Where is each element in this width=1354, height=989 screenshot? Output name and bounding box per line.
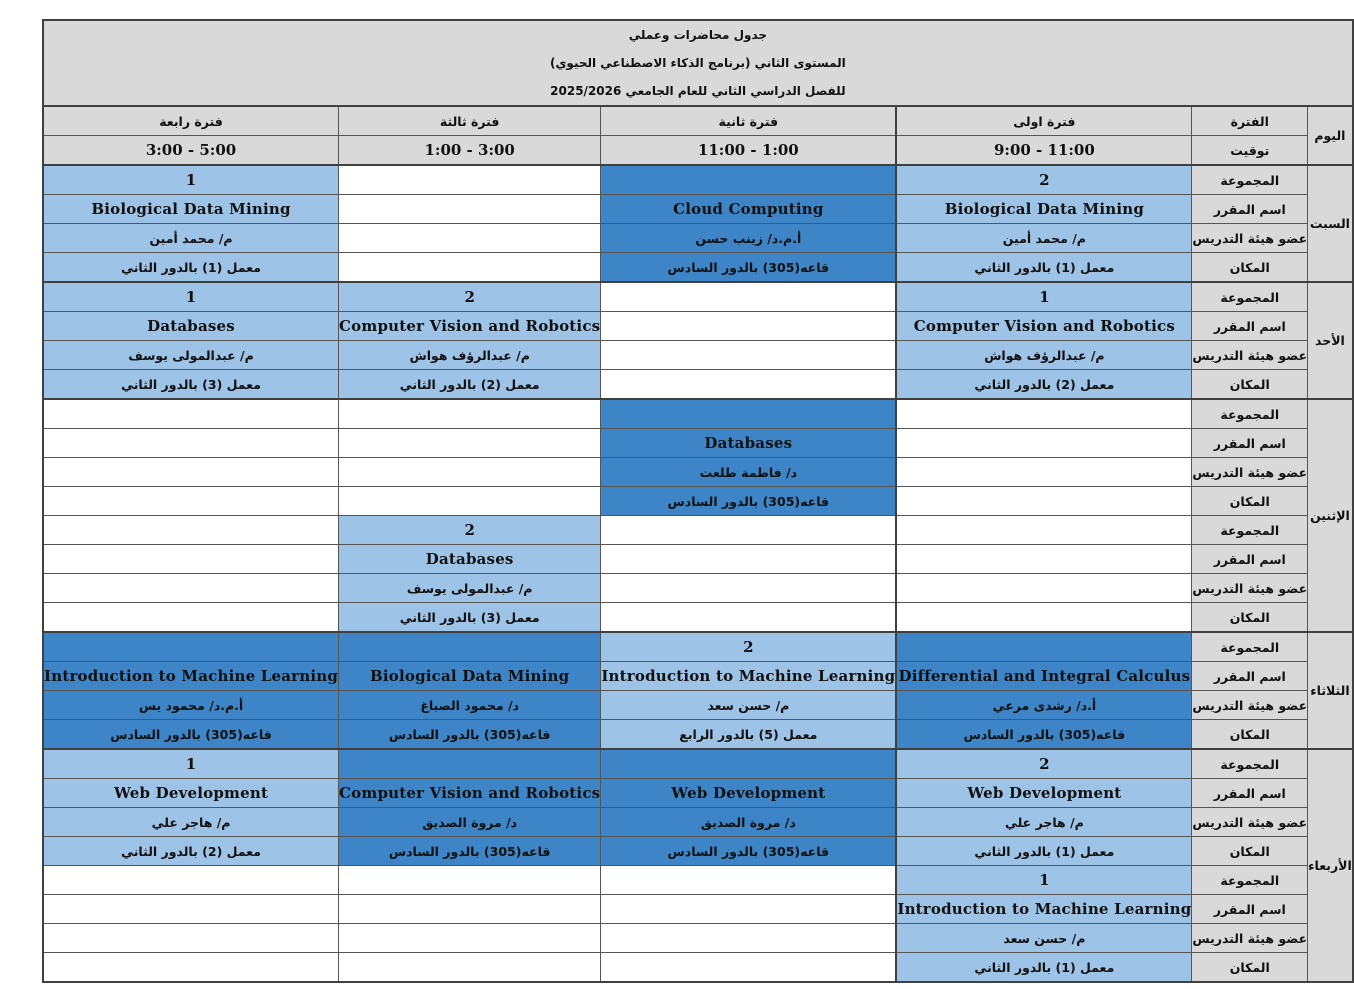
course-cell: Databases [601, 429, 897, 458]
location-cell: قاعه(305) بالدور السادس [601, 487, 897, 516]
title-line: جدول محاضرات وعملي [43, 20, 1353, 49]
schedule-row [43, 370, 1353, 400]
row-label: اسم المقرر [1192, 195, 1308, 224]
group-cell [339, 749, 601, 779]
course-cell [43, 545, 339, 574]
instructor-cell [896, 574, 1192, 603]
group-cell: 2 [339, 516, 601, 545]
schedule-row [43, 953, 1353, 983]
instructor-cell [339, 924, 601, 953]
title-line: للفصل الدراسي الثاني للعام الجامعي 2025/2026 [43, 77, 1353, 106]
schedule-row [43, 691, 1353, 720]
course-cell [601, 545, 897, 574]
row-label: اسم المقرر [1192, 312, 1308, 341]
instructor-cell: م/ عبدالمولى يوسف [43, 341, 339, 370]
instructor-cell [896, 458, 1192, 487]
schedule-row [43, 749, 1353, 779]
row-label: عضو هيئة التدريس [1192, 808, 1308, 837]
instructor-cell: م/ حسن سعد [896, 924, 1192, 953]
period-header: فترة ثانية [601, 106, 897, 136]
instructor-cell: د/ فاطمة طلعت [601, 458, 897, 487]
group-cell [339, 399, 601, 429]
schedule-row [43, 574, 1353, 603]
period-header: فترة رابعة [43, 106, 339, 136]
schedule-row [43, 662, 1353, 691]
schedule-row [43, 924, 1353, 953]
group-cell [601, 282, 897, 312]
instructor-cell: م/ محمد أمين [43, 224, 339, 253]
day-name: الأربعاء [1308, 749, 1353, 982]
location-cell: معمل (1) بالدور الثاني [896, 837, 1192, 866]
row-label: المجموعة [1192, 165, 1308, 195]
course-cell: Databases [43, 312, 339, 341]
instructor-cell: م/ عبدالمولى يوسف [339, 574, 601, 603]
group-cell [43, 632, 339, 662]
row-label: عضو هيئة التدريس [1192, 341, 1308, 370]
time-header: 11:00 - 1:00 [601, 136, 897, 166]
course-cell: Web Development [601, 779, 897, 808]
row-label: عضو هيئة التدريس [1192, 691, 1308, 720]
schedule-row [43, 195, 1353, 224]
location-cell [896, 487, 1192, 516]
title-row [43, 77, 1353, 106]
location-cell: معمل (1) بالدور الثاني [896, 253, 1192, 283]
group-cell [896, 516, 1192, 545]
group-cell [896, 632, 1192, 662]
day-name: الأحد [1308, 282, 1353, 399]
row-label: المجموعة [1192, 282, 1308, 312]
location-cell: معمل (2) بالدور الثاني [43, 837, 339, 866]
instructor-cell: د/ محمود الصباغ [339, 691, 601, 720]
schedule-row [43, 487, 1353, 516]
time-header: 1:00 - 3:00 [339, 136, 601, 166]
instructor-cell: م/ عبدالرؤف هواش [896, 341, 1192, 370]
group-cell: 1 [43, 749, 339, 779]
location-cell [339, 953, 601, 983]
row-label: المجموعة [1192, 866, 1308, 895]
time-header-row [43, 136, 1353, 166]
group-cell [601, 516, 897, 545]
course-cell: Computer Vision and Robotics [339, 779, 601, 808]
course-cell: Biological Data Mining [339, 662, 601, 691]
day-name: الثلاثاء [1308, 632, 1353, 749]
row-label: المجموعة [1192, 749, 1308, 779]
group-cell: 2 [601, 632, 897, 662]
row-label: عضو هيئة التدريس [1192, 224, 1308, 253]
course-cell: Cloud Computing [601, 195, 897, 224]
location-cell [601, 603, 897, 633]
title-row [43, 49, 1353, 77]
instructor-cell [601, 574, 897, 603]
row-label: اسم المقرر [1192, 779, 1308, 808]
course-cell: Introduction to Machine Learning [601, 662, 897, 691]
location-cell: قاعه(305) بالدور السادس [43, 720, 339, 750]
group-cell: 1 [43, 165, 339, 195]
schedule-row [43, 895, 1353, 924]
group-cell [601, 165, 897, 195]
schedule-row [43, 224, 1353, 253]
schedule-row [43, 516, 1353, 545]
course-cell [896, 545, 1192, 574]
row-label: المجموعة [1192, 399, 1308, 429]
course-cell [601, 895, 897, 924]
schedule-row [43, 341, 1353, 370]
group-cell [43, 399, 339, 429]
location-cell [43, 953, 339, 983]
schedule-row [43, 282, 1353, 312]
group-cell [339, 632, 601, 662]
course-cell [43, 429, 339, 458]
period-header-row [43, 106, 1353, 136]
group-cell [43, 866, 339, 895]
location-cell: معمل (5) بالدور الرابع [601, 720, 897, 750]
instructor-cell: م/ هاجر علي [896, 808, 1192, 837]
period-header: فترة ثالثة [339, 106, 601, 136]
schedule-table [42, 19, 1354, 983]
instructor-cell: أ.م.د/ محمود يس [43, 691, 339, 720]
time-header: 9:00 - 11:00 [896, 136, 1192, 166]
group-cell: 1 [896, 282, 1192, 312]
course-cell [339, 895, 601, 924]
row-label: المكان [1192, 720, 1308, 750]
row-label: عضو هيئة التدريس [1192, 924, 1308, 953]
group-cell: 2 [896, 165, 1192, 195]
group-cell [601, 866, 897, 895]
instructor-cell: م/ حسن سعد [601, 691, 897, 720]
row-label: المجموعة [1192, 632, 1308, 662]
row-label: المكان [1192, 370, 1308, 400]
instructor-cell: م/ محمد أمين [896, 224, 1192, 253]
location-cell [339, 487, 601, 516]
location-cell [601, 953, 897, 983]
period-header: فترة اولى [896, 106, 1192, 136]
row-label: اسم المقرر [1192, 545, 1308, 574]
group-cell [601, 399, 897, 429]
row-label: المكان [1192, 603, 1308, 633]
group-cell [339, 866, 601, 895]
schedule-row [43, 866, 1353, 895]
schedule-row [43, 632, 1353, 662]
schedule-row [43, 837, 1353, 866]
instructor-cell [601, 924, 897, 953]
group-cell [896, 399, 1192, 429]
schedule-row [43, 808, 1353, 837]
location-cell: قاعه(305) بالدور السادس [601, 253, 897, 283]
course-cell: Biological Data Mining [896, 195, 1192, 224]
location-cell: قاعه(305) بالدور السادس [339, 837, 601, 866]
schedule-row [43, 545, 1353, 574]
row-label: المكان [1192, 487, 1308, 516]
group-cell [339, 165, 601, 195]
day-name: السبت [1308, 165, 1353, 282]
location-cell: معمل (2) بالدور الثاني [339, 370, 601, 400]
instructor-cell [339, 224, 601, 253]
location-cell: معمل (1) بالدور الثاني [43, 253, 339, 283]
instructor-cell: م/ عبدالرؤف هواش [339, 341, 601, 370]
location-cell: قاعه(305) بالدور السادس [896, 720, 1192, 750]
row-label: المكان [1192, 253, 1308, 283]
group-cell: 1 [43, 282, 339, 312]
instructor-cell: د/ مروة الصديق [601, 808, 897, 837]
group-cell: 1 [896, 866, 1192, 895]
schedule-row [43, 253, 1353, 283]
location-cell [601, 370, 897, 400]
row-label: اسم المقرر [1192, 895, 1308, 924]
time-header: 3:00 - 5:00 [43, 136, 339, 166]
row-label: اسم المقرر [1192, 429, 1308, 458]
instructor-cell [43, 574, 339, 603]
course-cell: Introduction to Machine Learning [896, 895, 1192, 924]
row-label: المكان [1192, 837, 1308, 866]
row-label: المكان [1192, 953, 1308, 983]
course-cell [43, 895, 339, 924]
instructor-cell [339, 458, 601, 487]
course-cell: Differential and Integral Calculus [896, 662, 1192, 691]
instructor-cell [43, 458, 339, 487]
schedule-row [43, 779, 1353, 808]
schedule-row [43, 312, 1353, 341]
course-cell [601, 312, 897, 341]
schedule-row [43, 165, 1353, 195]
instructor-cell: د/ مروة الصديق [339, 808, 601, 837]
group-cell [43, 516, 339, 545]
course-cell [339, 429, 601, 458]
location-cell: معمل (3) بالدور الثاني [339, 603, 601, 633]
title-line: المستوى الثاني (برنامج الذكاء الاصطناعي الحيوي) [43, 49, 1353, 77]
instructor-cell [601, 341, 897, 370]
course-cell: Introduction to Machine Learning [43, 662, 339, 691]
schedule-row [43, 458, 1353, 487]
location-cell: معمل (3) بالدور الثاني [43, 370, 339, 400]
schedule-row [43, 603, 1353, 633]
row-label: اسم المقرر [1192, 662, 1308, 691]
group-cell: 2 [339, 282, 601, 312]
row-label: عضو هيئة التدريس [1192, 574, 1308, 603]
schedule-row [43, 429, 1353, 458]
location-cell: معمل (1) بالدور الثاني [896, 953, 1192, 983]
location-cell [896, 603, 1192, 633]
group-cell: 2 [896, 749, 1192, 779]
row-label: المجموعة [1192, 516, 1308, 545]
group-cell [601, 749, 897, 779]
location-cell [339, 253, 601, 283]
course-cell: Biological Data Mining [43, 195, 339, 224]
location-cell [43, 487, 339, 516]
course-cell [339, 195, 601, 224]
row-label: عضو هيئة التدريس [1192, 458, 1308, 487]
course-cell: Computer Vision and Robotics [339, 312, 601, 341]
day-header: اليوم [1308, 106, 1353, 165]
course-cell: Databases [339, 545, 601, 574]
schedule-body [43, 20, 1353, 982]
instructor-cell: م/ هاجر علي [43, 808, 339, 837]
day-name: الإثنين [1308, 399, 1353, 632]
location-cell: قاعه(305) بالدور السادس [339, 720, 601, 750]
course-cell: Computer Vision and Robotics [896, 312, 1192, 341]
instructor-cell: أ.د/ رشدى مرعي [896, 691, 1192, 720]
title-row [43, 20, 1353, 49]
time-label: توقيت [1192, 136, 1308, 166]
course-cell: Web Development [43, 779, 339, 808]
location-cell [43, 603, 339, 633]
instructor-cell [43, 924, 339, 953]
course-cell [896, 429, 1192, 458]
schedule-row [43, 399, 1353, 429]
location-cell: قاعه(305) بالدور السادس [601, 837, 897, 866]
course-cell: Web Development [896, 779, 1192, 808]
location-cell: معمل (2) بالدور الثاني [896, 370, 1192, 400]
period-label: الفترة [1192, 106, 1308, 136]
schedule-row [43, 720, 1353, 750]
instructor-cell: أ.م.د/ زينب حسن [601, 224, 897, 253]
